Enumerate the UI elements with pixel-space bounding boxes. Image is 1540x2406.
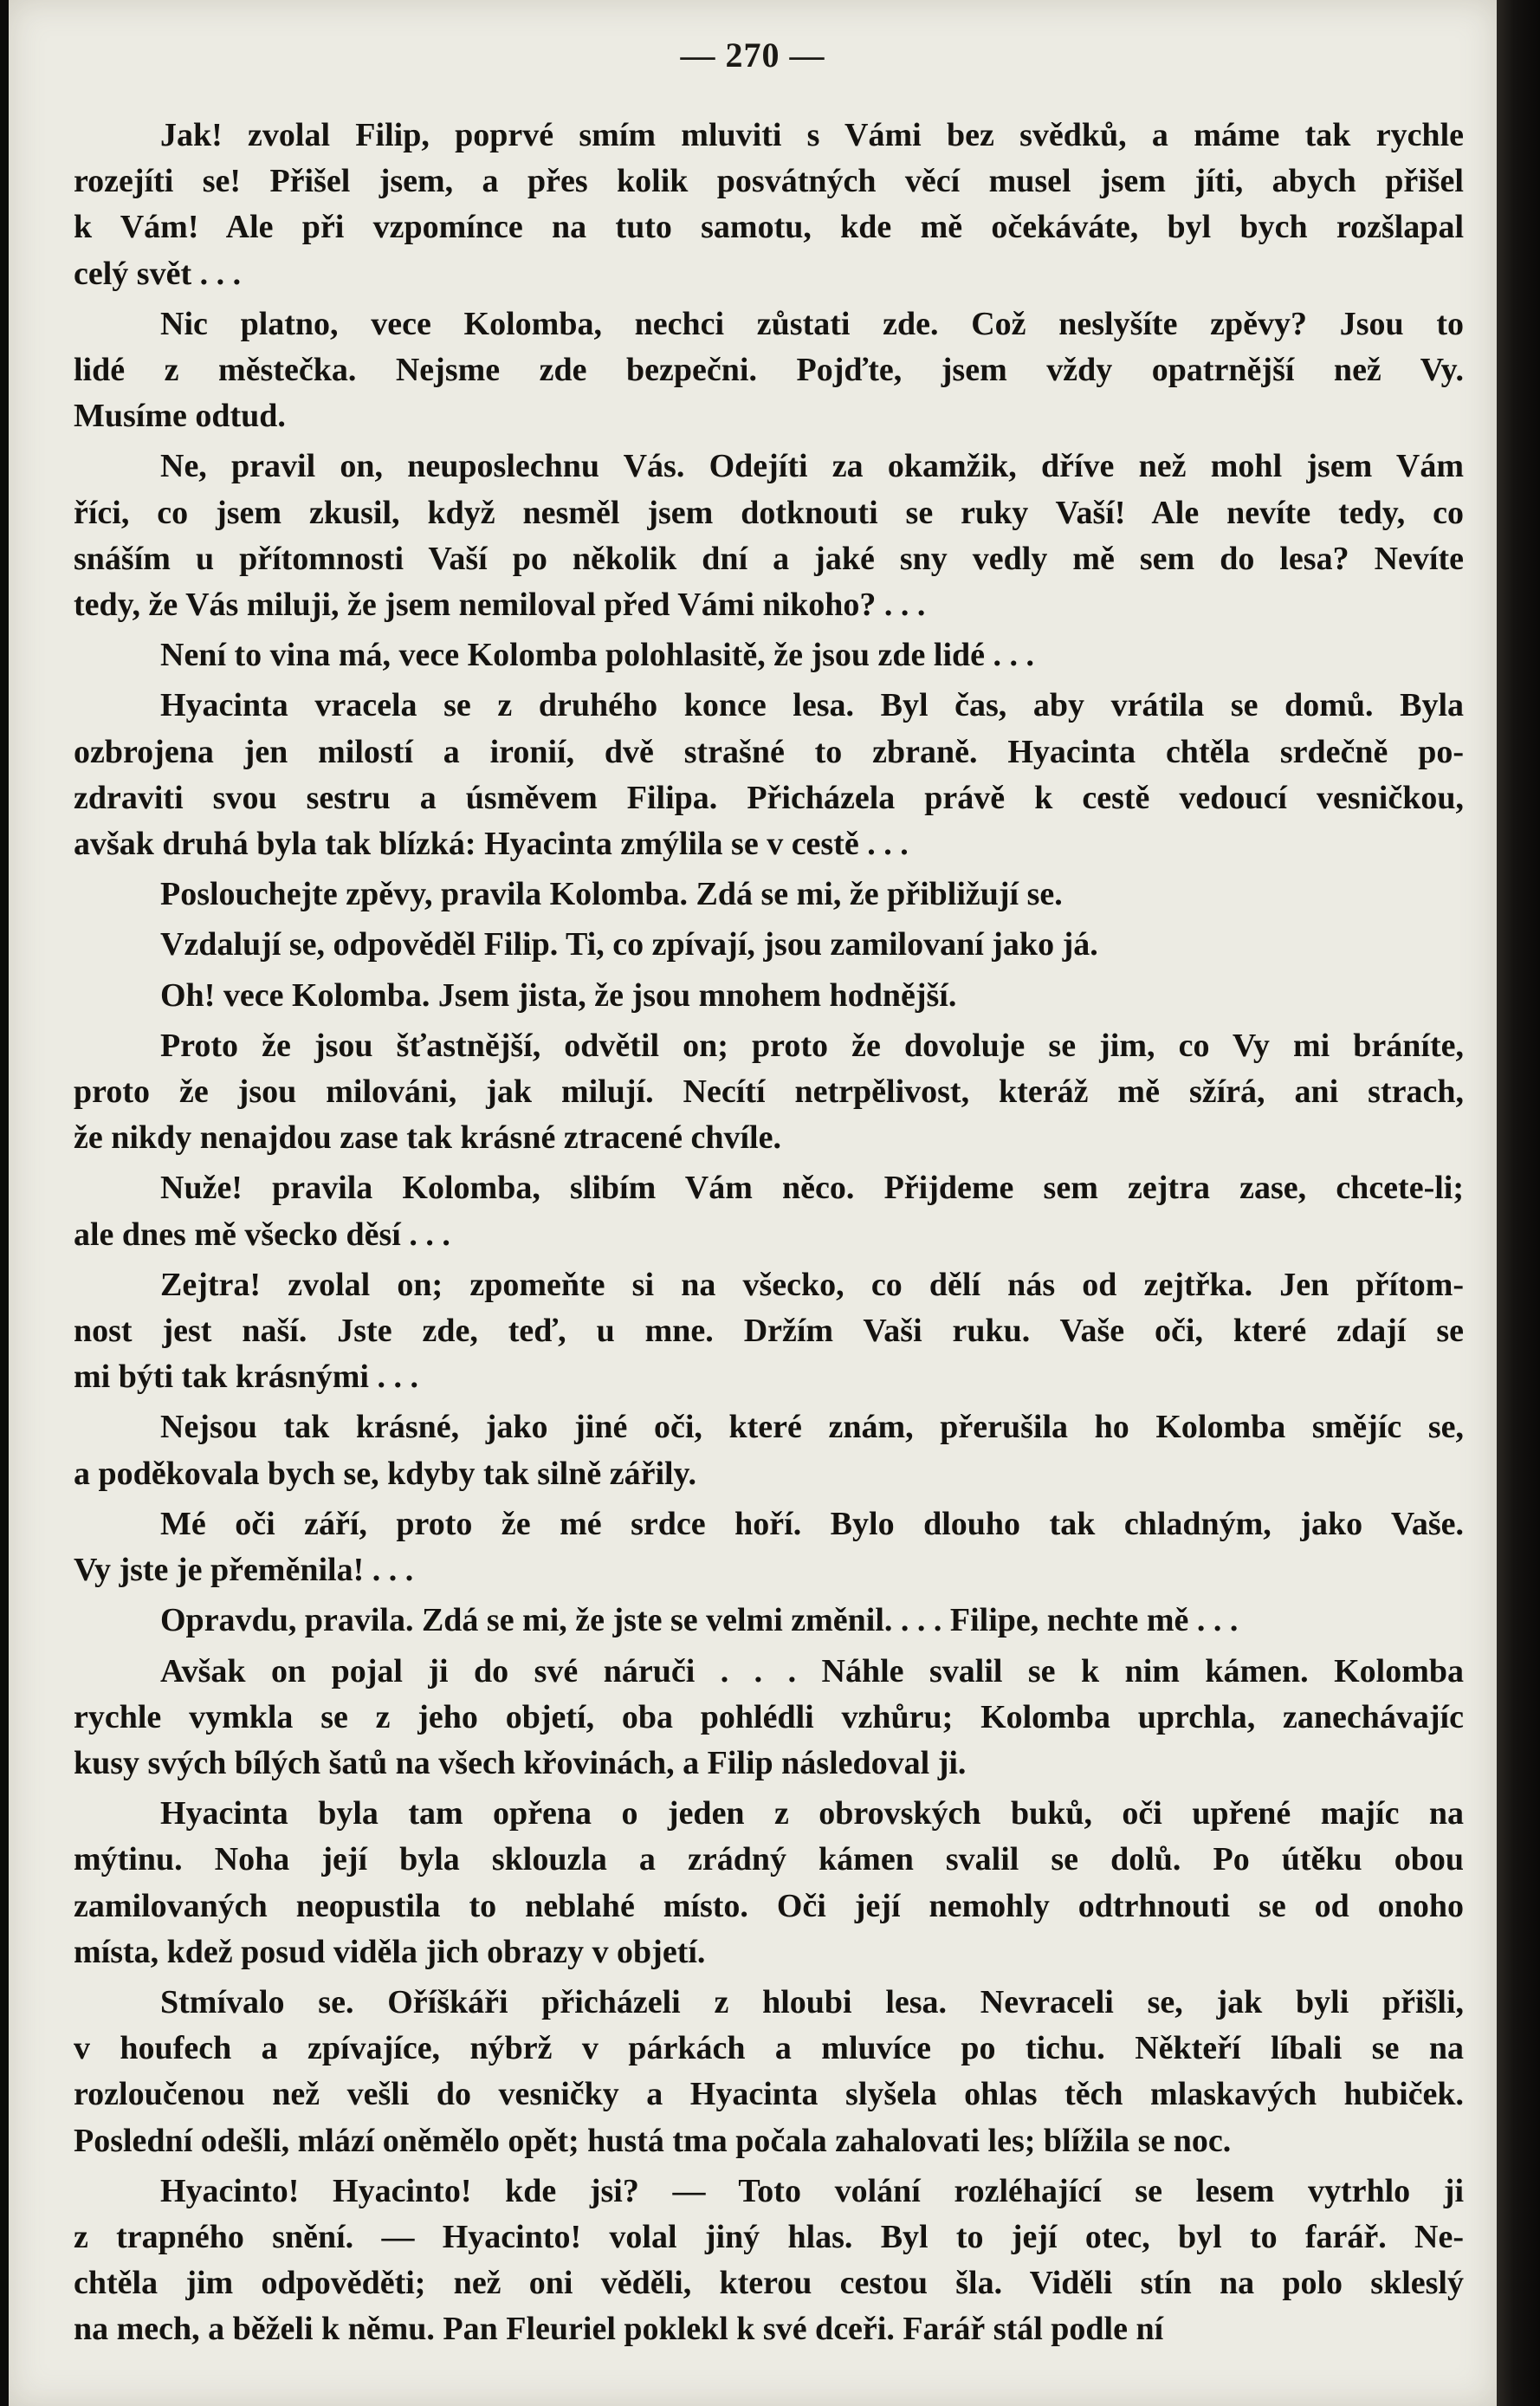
paragraph [74,683,1464,867]
text-line: zamilovaných neopustila to neblahé místo. Oči její nemohly odtrhnouti se od onoho [74,1887,1464,1924]
text-line: že nikdy nenajdou zase tak krásné ztracené chvíle. [74,1119,781,1157]
text-line: Nic platno, vece Kolomba, nechci zůstati zde. Což neslyšíte zpěvy? Jsou to [160,305,1464,342]
paragraph [74,1791,1464,1975]
paragraph [74,973,1464,1019]
text-line: tedy, že Vás miluji, že jsem nemiloval před Vámi nikoho? . . . [74,587,926,624]
text-line: k Vám! Ale při vzpomínce na tuto samotu, kde mě očekáváte, byl bych rozšlapal [74,209,1464,246]
paragraph [74,1262,1464,1401]
paragraph [74,1501,1464,1593]
text-line: Proto že jsou šťastnější, odvětil on; proto že dovoluje se jim, co Vy mi bráníte, [160,1027,1464,1064]
paragraph [74,444,1464,628]
text-line: Vzdalují se, odpověděl Filip. Ti, co zpívají, jsou zamilovaní jako já. [160,926,1098,963]
text-line: proto že jsou milováni, jak milují. Necítí netrpělivost, kteráž mě sžírá, ani strach, [74,1073,1464,1111]
paragraph [74,1404,1464,1496]
text-line: Opravdu, pravila. Zdá se mi, že jste se velmi změnil. . . . Filipe, nechte mě . . . [160,1602,1239,1639]
text-line: chtěla jim odpověděti; než oni věděli, kterou cestou šla. Viděli stín na polo skleslý [74,2265,1464,2302]
text-line: říci, co jsem zkusil, když nesměl jsem dotknouti se ruky Vaší! Ale nevíte tedy, co [74,494,1464,531]
paragraph [74,1980,1464,2164]
text-line: Mé oči září, proto že mé srdce hoří. Bylo dlouho tak chladným, jako Vaše. [160,1505,1464,1542]
text-line: rychle vymkla se z jeho objetí, oba pohlédli vzhůru; Kolomba uprchla, zanechávajíc [74,1698,1464,1735]
paragraph [74,1023,1464,1162]
text-line: na mech, a běželi k němu. Pan Fleuriel poklekl k své dceři. Farář stál podle ní [74,2311,1164,2348]
page-number: — 270 — [680,36,825,75]
body-text [74,113,1464,2357]
paragraph [74,1598,1464,1644]
text-line: ozbrojena jen milostí a ironií, dvě strašné to zbraně. Hyacinta chtěla srdečně po- [74,733,1464,770]
text-line: Vy jste je přeměnila! . . . [74,1552,414,1589]
text-line: avšak druhá byla tak blízká: Hyacinta zmýlila se v cestě . . . [74,826,909,863]
text-line: mi býti tak krásnými . . . [74,1359,418,1396]
text-line: Stmívalo se. Oříškáři přicházeli z hloubi lesa. Nevraceli se, jak byli přišli, [160,1983,1464,2020]
book-edge-shadow [1497,0,1540,2406]
text-line: Hyacinta vracela se z druhého konce lesa. Byl čas, aby vrátila se domů. Byla [160,687,1464,724]
text-line: z trapného snění. — Hyacinto! volal jiný hlas. Byl to její otec, byl to farář. Ne- [74,2218,1464,2255]
paragraph [74,1649,1464,1787]
text-line: ale dnes mě všecko děsí . . . [74,1216,450,1253]
text-line: rozloučenou než vešli do vesničky a Hyacinta slyšela ohlas těch mlaskavých hubiček. [74,2076,1464,2113]
paragraph [74,1165,1464,1257]
paragraph [74,632,1464,678]
paragraph [74,872,1464,918]
text-line: zdraviti svou sestru a úsměvem Filipa. Přicházela právě k cestě vedoucí vesničkou, [74,779,1464,816]
paragraph [74,113,1464,297]
text-line: lidé z městečka. Nejsme zde bezpečni. Pojďte, jsem vždy opatrnější než Vy. [74,352,1464,389]
text-line: mýtinu. Noha její byla sklouzla a zrádný kámen svalil se dolů. Po útěku obou [74,1841,1464,1878]
text-line: kusy svých bílých šatů na všech křovinách, a Filip následoval ji. [74,1744,967,1781]
text-line: Poslední odešli, mlází oněmělo opět; hustá tma počala zahalovati les; blížila se noc. [74,2122,1232,2159]
text-line: v houfech a zpívajíce, nýbrž v párkách a mluvíce po tichu. Někteří líbali se na [74,2030,1464,2067]
text-line: Hyacinto! Hyacinto! kde jsi? — Toto volání rozléhající se lesem vytrhlo ji [160,2172,1464,2209]
text-line: Hyacinta byla tam opřena o jeden z obrovských buků, oči upřené majíc na [160,1795,1464,1832]
text-line: Oh! vece Kolomba. Jsem jista, že jsou mnohem hodnější. [160,976,957,1014]
text-line: celý svět . . . [74,255,242,292]
text-line: rozejíti se! Přišel jsem, a přes kolik posvátných věcí musel jsem jíti, abych přišel [74,163,1464,200]
text-line: místa, kdež posud viděla jich obrazy v objetí. [74,1933,706,1970]
paragraph [74,302,1464,440]
paragraph [74,2169,1464,2353]
text-line: Nuže! pravila Kolomba, slibím Vám něco. Přijdeme sem zejtra zase, chcete-li; [160,1170,1464,1207]
text-line: Jak! zvolal Filip, poprvé smím mluviti s Vámi bez svědků, a máme tak rychle [160,117,1464,153]
text-line: a poděkovala bych se, kdyby tak silně zářily. [74,1455,696,1492]
text-line: nost jest naší. Jste zde, teď, u mne. Držím Vaši ruku. Vaše oči, které zdají se [74,1313,1464,1350]
paragraph [74,922,1464,968]
text-line: Ne, pravil on, neuposlechnu Vás. Odejíti za okamžik, dříve než mohl jsem Vám [160,448,1464,485]
text-line: snáším u přítomnosti Vaší po několik dní a jaké sny vedly mě sem do lesa? Nevíte [74,540,1464,577]
text-line: Poslouchejte zpěvy, pravila Kolomba. Zdá se mi, že přibližují se. [160,876,1063,913]
text-line: Zejtra! zvolal on; zpomeňte si na všecko, co dělí nás od zejtřka. Jen přítom- [160,1266,1464,1303]
text-line: Není to vina má, vece Kolomba polohlasitě, že jsou zde lidé . . . [160,637,1035,674]
text-line: Avšak on pojal ji do své náruči . . . Náhle svalil se k nim kámen. Kolomba [160,1652,1464,1689]
text-line: Nejsou tak krásné, jako jiné oči, které znám, přerušila ho Kolomba smějíc se, [160,1409,1464,1446]
text-line: Musíme odtud. [74,398,286,435]
book-page [9,0,1497,2406]
